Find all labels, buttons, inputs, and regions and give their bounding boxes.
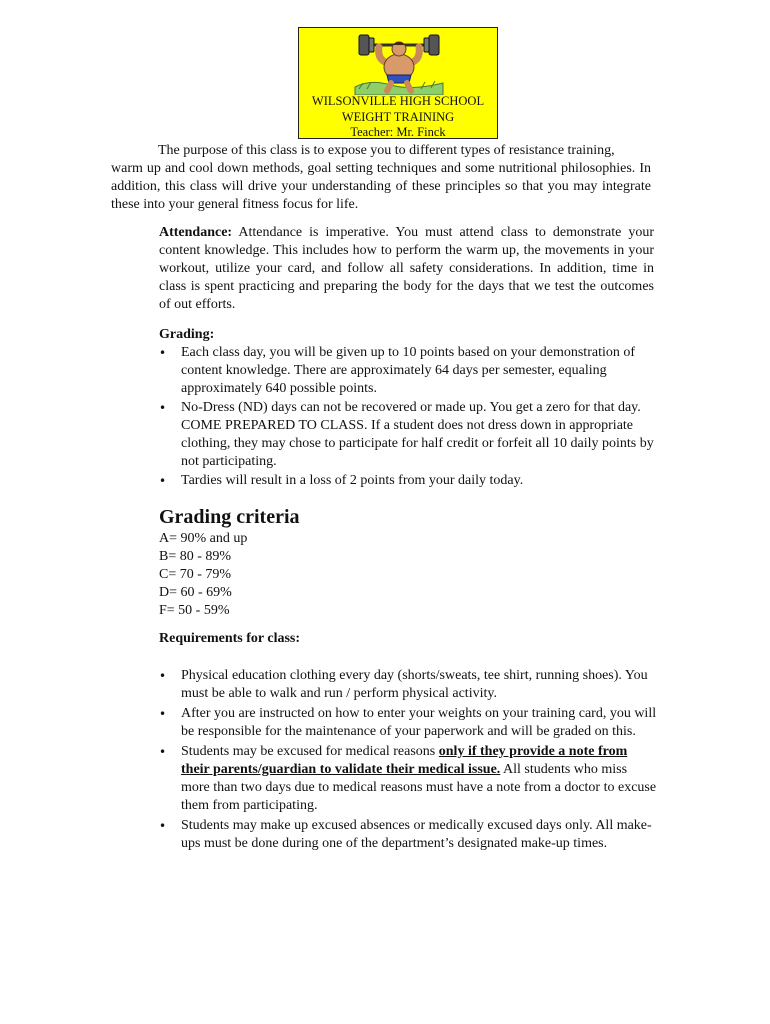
grading-list — [159, 344, 654, 490]
intro-paragraph — [111, 142, 651, 214]
requirements-title: Requirements for class: — [159, 631, 301, 646]
intro-first-line: The purpose of this class is to expose you to different types of resistance training, — [158, 143, 615, 158]
grade-f: F= 50 - 59% — [159, 603, 230, 618]
grading-title: Grading: — [159, 327, 215, 342]
list-item: • Each class day, you will be given up to 10 points based on your demonstration of content knowledge. There are approximately 64 days per semester, equaling approximately 640 possible points. — [159, 344, 654, 398]
grade-a: A= 90% and up — [159, 531, 248, 546]
list-item — [159, 743, 659, 815]
grading-section — [159, 326, 654, 491]
intro-rest: warm up and cool down methods, goal setting techniques and some nutritional philosophies. In addition, this class will drive your understanding of these principles so that you may integrate these into your general fitness focus for life. — [111, 161, 651, 212]
grade-d: D= 60 - 69% — [159, 585, 232, 600]
header-box — [298, 27, 498, 139]
medical-text-post: All students who miss more than two days due to medical reasons must have a note from a doctor to excuse them from participating. — [181, 762, 657, 813]
list-item: • No-Dress (ND) days can not be recovered or made up. You get a zero for that day. COME PREPARED TO CLASS. If a student does not dress down in appropriate clothing, they may chose to participate for half credit or forfeit all 10 daily points by not participating. — [159, 399, 654, 471]
list-item: • After you are instructed on how to enter your weights on your training card, you will be responsible for the maintenance of your paperwork and will be graded on this. — [159, 705, 659, 741]
list-item: • Physical education clothing every day (shorts/sweats, tee shirt, running shoes). You must be able to walk and run / perform physical activity. — [159, 667, 659, 703]
medical-text-pre: Students may be excused for medical reasons — [181, 744, 439, 759]
attendance-text: Attendance is imperative. You must attend class to demonstrate your content knowledge. This includes how to perform the warm up, the movements in your workout, utilize your card, and follow all safety considerations. In addition, time in class is spent practicing and preparing the body for the days that we test the outcomes of out efforts. — [159, 225, 654, 312]
list-item: • Students may make up excused absences or medically excused days only. All make-ups must be done during one of the department’s designated make-up times. — [159, 817, 659, 853]
grade-b: B= 80 - 89% — [159, 549, 232, 564]
grading-criteria-title: Grading criteria — [159, 506, 300, 528]
list-item: • Tardies will result in a loss of 2 points from your daily today. — [159, 472, 654, 490]
medical-note-emphasis: only if they provide a note from their parents/guardian to validate their medical issue. — [181, 744, 628, 777]
attendance-paragraph — [159, 224, 654, 314]
grade-c: C= 70 - 79% — [159, 567, 232, 582]
requirements-list — [159, 667, 659, 855]
attendance-label: Attendance: — [159, 225, 233, 240]
course-name: WEIGHT TRAINING — [341, 109, 455, 124]
weightlifter-cartoon-icon — [351, 31, 447, 95]
school-name: WILSONVILLE HIGH SCHOOL — [311, 94, 485, 108]
header-text — [299, 94, 497, 141]
teacher-name: Teacher: Mr. Finck — [350, 125, 446, 139]
grading-criteria-list — [159, 530, 247, 620]
